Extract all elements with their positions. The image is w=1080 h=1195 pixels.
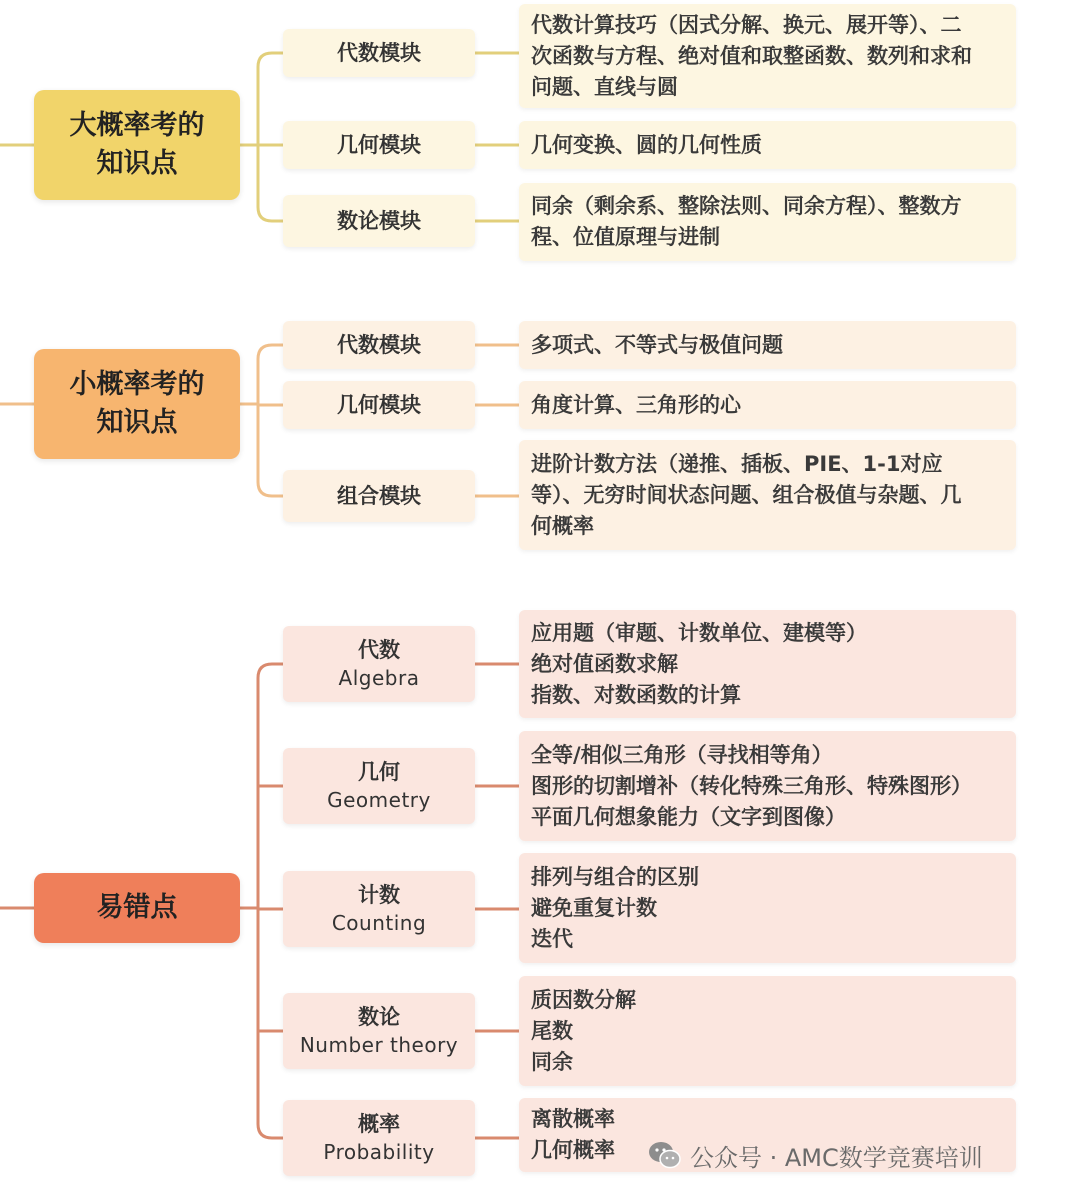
wechat-icon: [648, 1140, 682, 1170]
branch-node: [283, 871, 475, 947]
branch-label: 数论模块: [337, 209, 421, 233]
branch-label-en: Algebra: [338, 666, 420, 690]
leaf-text-line: 等）、无穷时间状态问题、组合极值与杂题、几: [531, 482, 962, 507]
branch-label: 数论: [358, 1005, 400, 1029]
leaf-text-line: 何概率: [531, 513, 594, 538]
branch-node: [283, 1100, 475, 1176]
leaf-text-line: 质因数分解: [531, 987, 636, 1012]
branch-node: [283, 321, 475, 369]
branch-label-en: Counting: [331, 911, 427, 935]
branch-label: 几何模块: [337, 133, 421, 157]
leaf-node: [519, 321, 1016, 369]
branch-node: [283, 993, 475, 1069]
leaf-text-line: 平面几何想象能力（文字到图像）: [531, 804, 846, 829]
leaf-text-line: 排列与组合的区别: [531, 864, 699, 889]
leaf-text-line: 同余（剩余系、整除法则、同余方程）、整数方: [531, 194, 962, 218]
leaf-text-line: 避免重复计数: [531, 895, 657, 920]
leaf-node: [519, 853, 1016, 963]
leaf-text-line: 代数计算技巧（因式分解、换元、展开等）、二: [531, 12, 962, 37]
leaf-text-line: 同余: [531, 1049, 573, 1074]
branch-label: 几何模块: [337, 393, 421, 417]
leaf-text-line: 几何概率: [531, 1138, 615, 1162]
branch-label: 代数模块: [337, 333, 421, 357]
branch-label: 组合模块: [337, 484, 421, 508]
leaf-text-line: 全等/相似三角形（寻找相等角）: [531, 742, 833, 767]
leaf-node: [519, 731, 1016, 841]
leaf-text-line: 程、位值原理与进制: [531, 225, 720, 249]
leaf-node: [519, 4, 1016, 108]
branch-node: [283, 29, 475, 77]
leaf-text-line: 次函数与方程、绝对值和取整函数、数列和求和: [531, 43, 972, 68]
leaf-node: [519, 381, 1016, 429]
branch-node: [283, 748, 475, 824]
leaf-node: [519, 121, 1016, 169]
leaf-text-line: 指数、对数函数的计算: [531, 682, 741, 707]
leaf-node: [519, 976, 1016, 1086]
branch-node: [283, 626, 475, 702]
leaf-text-line: 问题、直线与圆: [531, 74, 678, 99]
leaf-text-line: 多项式、不等式与极值问题: [531, 332, 783, 357]
branch-label: 代数模块: [337, 41, 421, 65]
branch-label-en: Number theory: [299, 1033, 459, 1057]
branch-label: 几何: [358, 760, 400, 784]
branch-label: 概率: [358, 1112, 400, 1136]
leaf-text-line: 进阶计数方法（递推、插板、PIE、1-1对应: [531, 451, 943, 476]
branch-node: [283, 470, 475, 522]
watermark: [648, 1135, 1058, 1175]
leaf-node: [519, 440, 1016, 550]
watermark-text: 公众号 · AMC数学竞赛培训: [690, 1143, 983, 1172]
leaf-text-line: 迭代: [531, 926, 573, 951]
branch-node: [283, 195, 475, 247]
root-node-3: [34, 873, 240, 943]
leaf-text-line: 绝对值函数求解: [531, 651, 678, 676]
branch-node: [283, 381, 475, 429]
leaf-text-line: 离散概率: [531, 1107, 615, 1131]
root-node-1: [34, 90, 240, 200]
root-node-label: 小概率考的 知识点: [69, 369, 205, 438]
leaf-node: [519, 610, 1016, 718]
leaf-text-line: 几何变换、圆的几何性质: [531, 132, 762, 157]
branch-label-en: Probability: [323, 1140, 435, 1164]
leaf-text-line: 尾数: [531, 1018, 573, 1043]
leaf-text-line: 角度计算、三角形的心: [531, 392, 741, 417]
leaf-node: [519, 183, 1016, 261]
connector-spine: [258, 53, 272, 221]
root-node-label: 易错点: [96, 892, 178, 923]
connector-spine: [258, 664, 272, 1138]
root-node-label: 大概率考的 知识点: [69, 110, 205, 179]
branch-node: [283, 121, 475, 169]
root-node-2: [34, 349, 240, 459]
branch-label: 代数: [358, 638, 400, 662]
connector-spine: [258, 345, 272, 496]
branch-label-en: Geometry: [327, 788, 431, 812]
leaf-text-line: 应用题（审题、计数单位、建模等）: [531, 620, 867, 645]
branch-label: 计数: [358, 883, 400, 907]
leaf-text-line: 图形的切割增补（转化特殊三角形、特殊图形）: [531, 773, 972, 798]
